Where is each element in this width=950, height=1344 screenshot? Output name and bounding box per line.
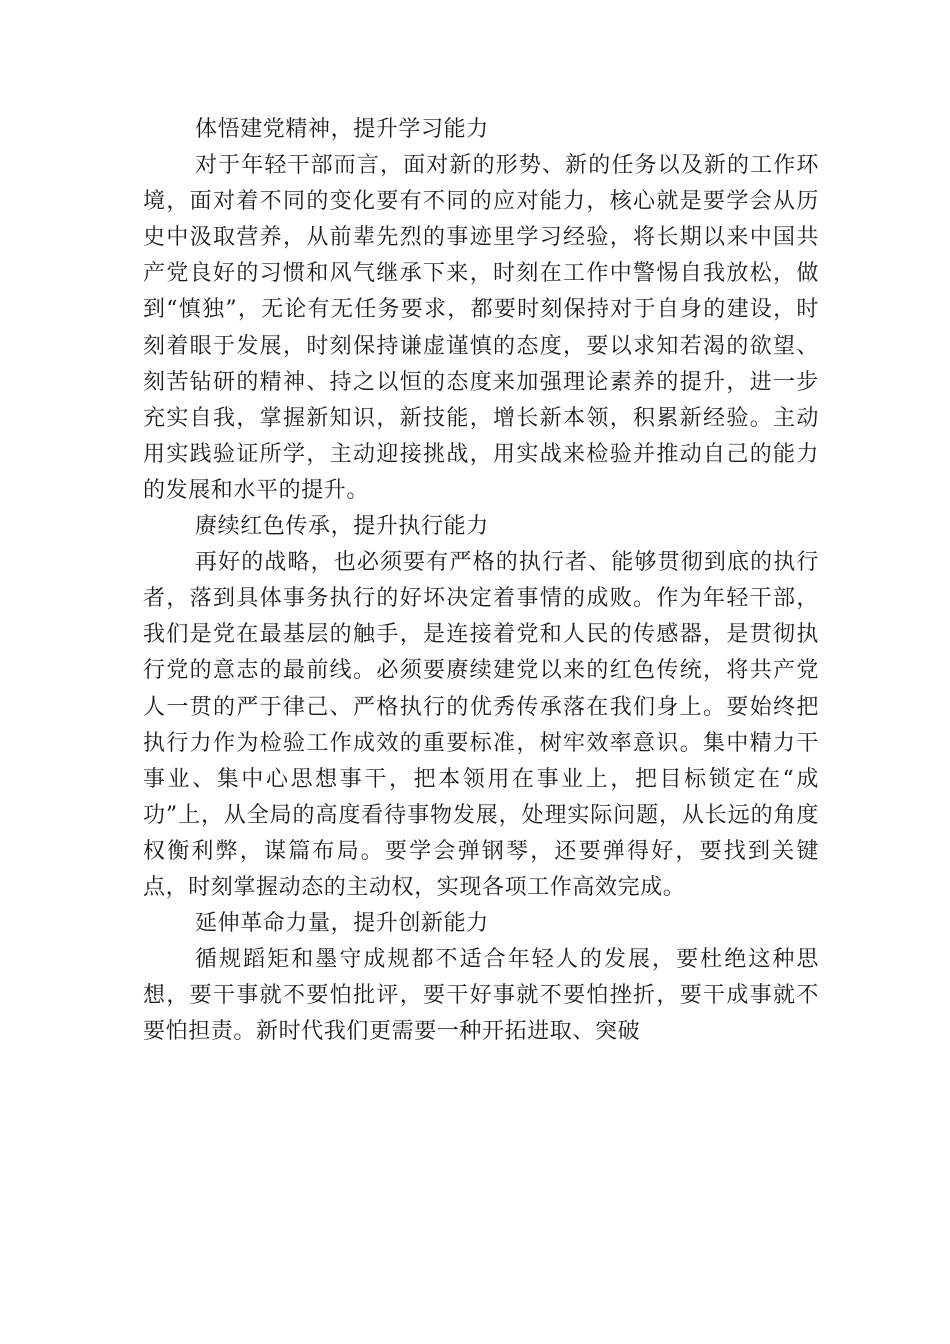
section-paragraph-3: 循规蹈矩和墨守成规都不适合年轻人的发展，要杜绝这种思想，要干事就不要怕批评，要干好事就不要怕挫折，要干成事就不要怕担责。新时代我们更需要一种开拓进取、突破 bbox=[143, 947, 819, 1045]
document-body bbox=[143, 112, 819, 1050]
section-heading-3: 延伸革命力量，提升创新能力 bbox=[195, 911, 489, 937]
section-paragraph-1: 对于年轻干部而言，面对新的形势、新的任务以及新的工作环境，面对着不同的变化要有不同的应对能力，核心就是要学会从历史中汲取营养，从前辈先烈的事迹里学习经验，将长期以来中国共产党良好的习惯和风气继承下来，时刻在工作中警惕自我放松，做到“慎独”，无论有无任务要求，都要时刻保持对于自身的建设，时刻着眼于发展，时刻保持谦虚谨慎的态度，要以求知若渴的欲望、刻苦钻研的精神、持之以恒的态度来加强理论素养的提升，进一步充实自我，掌握新知识，新技能，增长新本领，积累新经验。主动用实践验证所学，主动迎接挑战，用实战来检验并推动自己的能力的发展和水平的提升。 bbox=[143, 153, 819, 503]
section-heading-1: 体悟建党精神，提升学习能力 bbox=[195, 117, 489, 142]
section-heading-2: 赓续红色传承，提升执行能力 bbox=[195, 514, 489, 540]
section-paragraph-2: 再好的战略，也必须要有严格的执行者、能够贯彻到底的执行者，落到具体事务执行的好坏决定着事情的成败。作为年轻干部，我们是党在最基层的触手，是连接着党和人民的传感器，是贯彻执行党的意志的最前线。必须要赓续建党以来的红色传统，将共产党人一贯的严于律己、严格执行的优秀传承落在我们身上。要始终把执行力作为检验工作成效的重要标准，树牢效率意识。集中精力干事业、集中心思想事干，把本领用在事业上，把目标锁定在“成功”上，从全局的高度看待事物发展，处理实际问题，从长远的角度权衡利弊，谋篇布局。要学会弹钢琴，还要弹得好，要找到关键点，时刻掌握动态的主动权，实现各项工作高效完成。 bbox=[143, 550, 819, 900]
